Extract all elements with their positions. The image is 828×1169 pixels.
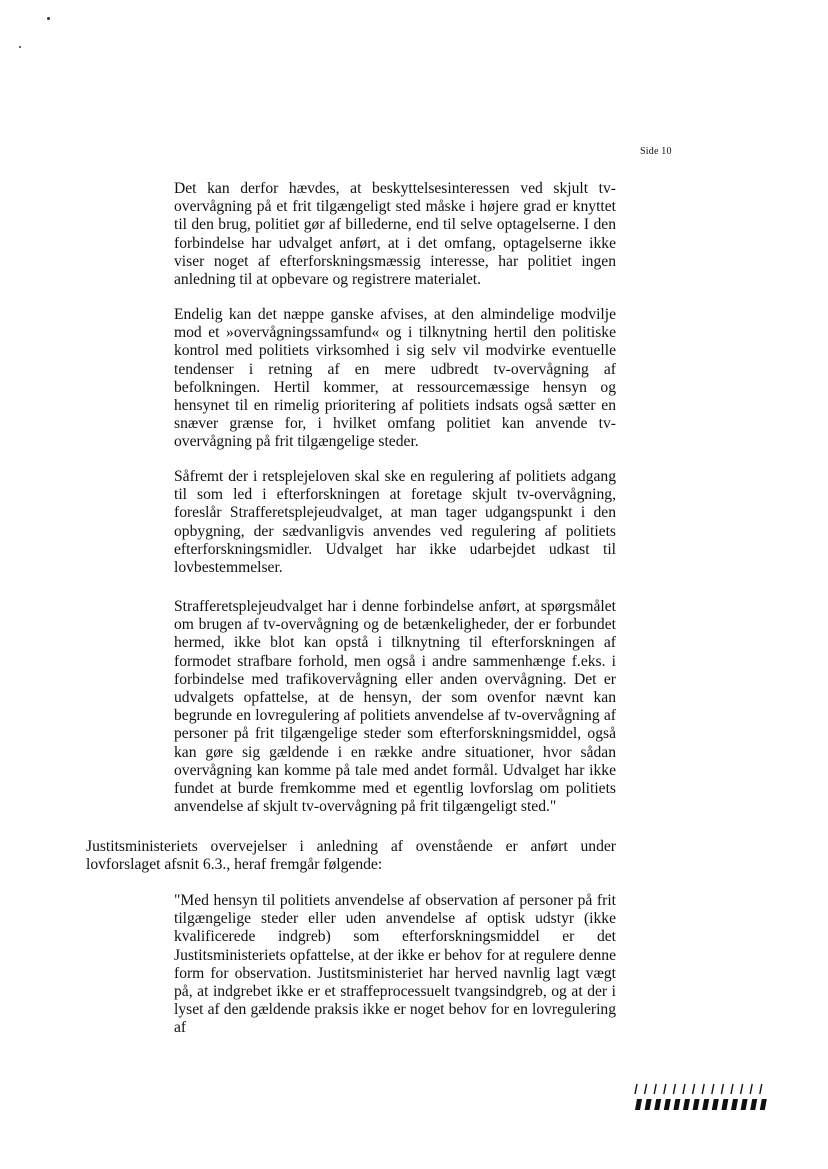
scan-speck [47,17,50,20]
barcode-bar [721,1099,728,1110]
barcode-bar [635,1084,637,1094]
paragraph-6: "Med hensyn til politiets anvendelse af observation af personer på frit tilgængelige steder eller uden anvendelse af optisk udstyr (ikke kvalificerede indgreb) som efterforskningsmiddel er det Justitsministeriets opfattelse, at der ikke er behov for at regulere denne form for observation. Justitsministeriet har herved navnlig lagt vægt på, at indgrebet ikke er et straffeprocessuelt tvangsindgreb, og at der i lyset af den gældende praksis ikke er noget behov for en lovregulering af [174,892,616,1037]
barcode-bar [645,1084,647,1094]
barcode-bar [664,1084,666,1094]
barcode-bar [702,1099,709,1110]
barcode-bar [712,1099,719,1110]
barcode-bar [693,1084,695,1094]
paragraph-4: Strafferetsplejeudvalget har i denne forbindelse anført, at spørgsmålet om brugen af tv-overvågning og de betænkeligheder, der er forbundet hermed, ikke blot kan opstå i tilknytning til efterforskningen af formodet strafbare forhold, men også i andre sammenhænge f.eks. i forbindelse med trafikovervågning eller anden overvågning. Det er udvalgets opfattelse, at de hensyn, der som ovenfor nævnt kan begrunde en lovregulering af politiets anvendelse af tv-overvågning af personer på frit tilgængelige steder som efterforskningsmiddel, også kan gøre sig gældende i en række andre situationer, hvor sådan overvågning kan komme på tale med andet formål. Udvalget har ikke fundet at burde fremkomme med et egentlig lovforslag om politiets anvendelse af skjult tv-overvågning på frit tilgængeligt sted." [174,598,616,816]
paragraph-3: Såfremt der i retsplejeloven skal ske en regulering af politiets adgang til som led i efterforskningen at foretage skjult tv-overvågning, foreslår Strafferetsplejeudvalget, at man tager udgangspunkt i den opbygning, der sædvanligvis anvendes ved regulering af politiets efterforskningsmidler. Udvalget har ikke udarbejdet udkast til lovbestemmelser. [174,468,616,577]
barcode-bar [731,1099,738,1110]
barcode-bar [721,1084,723,1094]
paragraph-2: Endelig kan det næppe ganske afvises, at den almindelige modvilje mod et »overvågningssamfund« og i tilknytning hertil den politiske kontrol med politiets virksomhed i sig selv vil modvirke eventuelle tendenser i retning af en mere udbredt tv-overvågning af befolkningen. Hertil kommer, at ressourcemæssige hensyn og hensynet til en rimelig prioritering af politiets indsats også sætter en snæver grænse for, i hvilket omfang politiet kan anvende tv-overvågning på frit tilgængelige steder. [174,306,616,451]
barcode-bar [654,1084,656,1094]
barcode-bar [712,1084,714,1094]
barcode-bar [760,1084,762,1094]
barcode-bar [635,1099,642,1110]
barcode-bar [760,1099,767,1110]
barcode-bar [683,1099,690,1110]
barcode-bar [645,1099,652,1110]
barcode-bar [731,1084,733,1094]
paragraph-5: Justitsministeriets overvejelser i anledning af ovenstående er anført under lovforslaget afsnit 6.3., heraf fremgår følgende: [86,838,616,874]
barcode-bar [750,1099,757,1110]
scan-speck [19,46,21,48]
barcode-bar [693,1099,700,1110]
barcode-bar [673,1084,675,1094]
barcode-bar [750,1084,752,1094]
barcode-bar [664,1099,671,1110]
page-number: Side 10 [640,146,672,157]
barcode-icon [632,1082,768,1112]
barcode-bar [654,1099,661,1110]
barcode-bar [702,1084,704,1094]
barcode-bar [673,1099,680,1110]
barcode-bar [683,1084,685,1094]
barcode-bar [741,1084,743,1094]
paragraph-1: Det kan derfor hævdes, at beskyttelsesinteressen ved skjult tv-overvågning på et frit tilgængeligt sted måske i højere grad er knyttet til den brug, politiet gør af billederne, end til selve optagelserne. I den forbindelse har udvalget anført, at i det omfang, optagelserne ikke viser noget af efterforskningsmæssig interesse, har politiet ingen anledning til at opbevare og registrere materialet. [174,180,616,289]
barcode-bar [741,1099,748,1110]
